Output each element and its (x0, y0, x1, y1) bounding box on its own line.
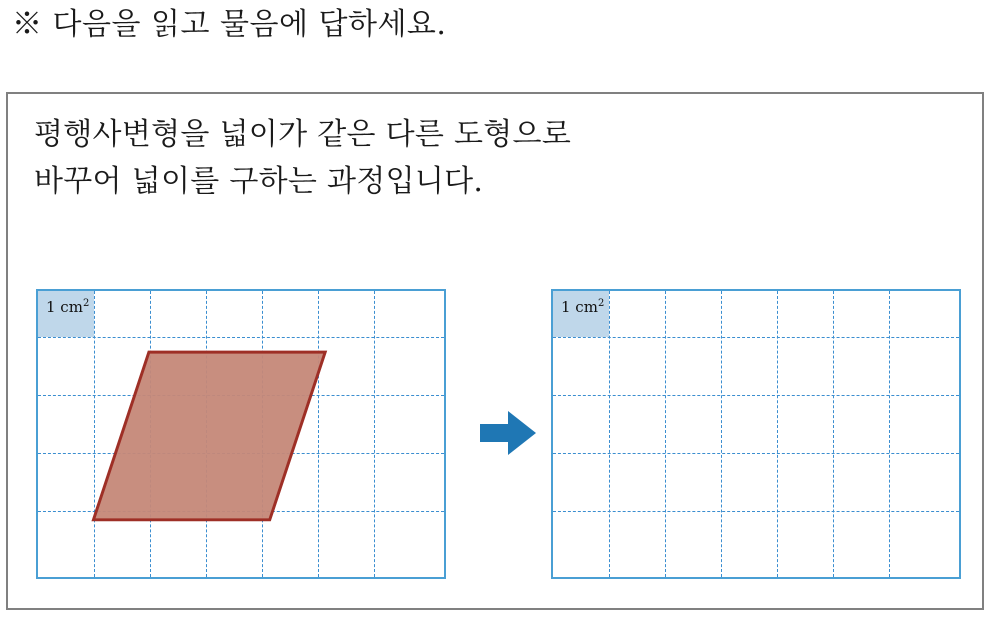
instruction-text: ※ 다음을 읽고 물음에 답하세요. (12, 7, 447, 42)
right-grid-horizontal-lines (553, 291, 959, 577)
grid-area (8, 289, 986, 599)
problem-box (6, 92, 984, 610)
left-unit-label: 1 $cm^2$ (46, 298, 90, 316)
right-arrow-icon (478, 409, 538, 457)
prompt-line-2: 바꾸어 넓이를 구하는 과정입니다. (34, 163, 484, 199)
prompt-line-1: 평행사변형을 넓이가 같은 다른 도형으로 (34, 117, 572, 152)
left-grid-panel (36, 289, 446, 579)
right-unit-label: 1 $cm^2$ (561, 298, 605, 316)
prompt-text (34, 112, 934, 205)
parallelogram-shape (38, 291, 444, 577)
right-grid-panel (551, 289, 961, 579)
